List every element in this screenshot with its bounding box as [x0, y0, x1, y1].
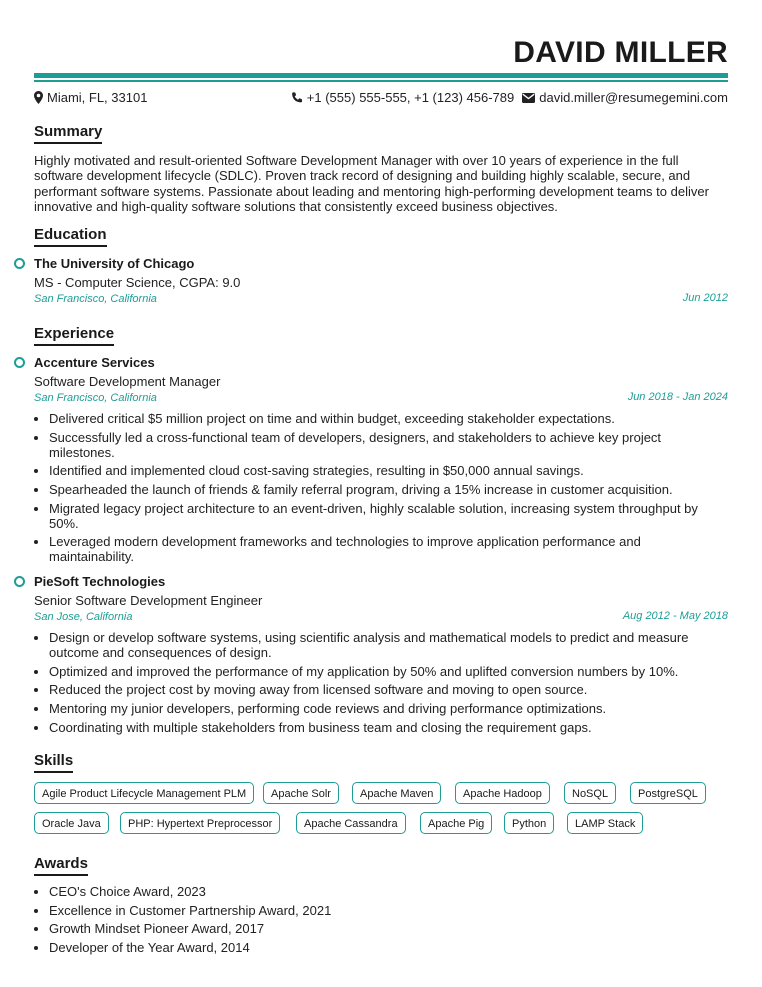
list-item: • Optimized and improved the performance of my application by 50% and uplifted conversion numbers by 10%. [49, 664, 709, 679]
list-item: • Coordinating with multiple stakeholders from business team and closing the requirement gaps. [49, 720, 709, 735]
header-divider-thick [34, 73, 728, 78]
awards-heading: Awards [34, 855, 88, 876]
email-link[interactable]: david.miller@resumegemini.com [539, 90, 728, 105]
awards-list [34, 884, 709, 959]
summary-text: Highly motivated and result-oriented Software Development Manager with over 10 years of experience in the full software development lifecycle (SDLC). Proven track record of designing and building highly scalable, secure, and performant software systems. Passionate about leading and mentoring high-performing development teams to deliver innovative and high-quality software solutions that consistently exceed business objectives. [34, 153, 709, 215]
list-item: • Design or develop software systems, using scientific analysis and mathematical models to predict and measure outcome and consequences of design. [49, 630, 709, 660]
experience-location: San Jose, California [34, 611, 133, 623]
skill-chip: NoSQL [564, 782, 616, 804]
education-date: Jun 2012 [682, 292, 728, 304]
list-item: • Leveraged modern development frameworks and technologies to improve application performance and maintainability. [49, 534, 709, 564]
experience-role: Software Development Manager [34, 374, 221, 389]
candidate-name: DAVID MILLER [513, 36, 728, 69]
list-item: • Mentoring my junior developers, performing code reviews and driving performance optimizations. [49, 701, 709, 716]
phone-icon [291, 92, 303, 104]
list-item: • Successfully led a cross-functional team of developers, designers, and stakeholders to achieve key project milestones. [49, 430, 709, 460]
envelope-icon [522, 93, 535, 103]
list-item: • Migrated legacy project architecture to an event-driven, highly scalable solution, increasing system throughput by 50%. [49, 501, 709, 531]
experience-heading: Experience [34, 325, 114, 346]
list-item: • Identified and implemented cloud cost-saving strategies, resulting in $50,000 annual savings. [49, 463, 709, 478]
header-divider-thin [34, 80, 728, 82]
list-item: • Excellence in Customer Partnership Award, 2021 [49, 903, 709, 918]
experience-company: Accenture Services [34, 355, 155, 370]
experience-location: San Francisco, California [34, 392, 157, 404]
skill-chip: PostgreSQL [630, 782, 706, 804]
contact-right [291, 90, 728, 105]
list-item: • Spearheaded the launch of friends & family referral program, driving a 15% increase in customer acquisition. [49, 482, 709, 497]
experience-bullets [34, 630, 709, 738]
skill-chip: Oracle Java [34, 812, 109, 834]
contact-bar [34, 90, 728, 108]
timeline-dot [14, 576, 25, 587]
map-marker-icon [34, 91, 43, 104]
education-location: San Francisco, California [34, 293, 157, 305]
experience-bullets [34, 411, 709, 568]
skills-heading: Skills [34, 752, 73, 773]
list-item: • Growth Mindset Pioneer Award, 2017 [49, 921, 709, 936]
skill-chip: LAMP Stack [567, 812, 643, 834]
education-degree: MS - Computer Science, CGPA: 9.0 [34, 275, 241, 290]
experience-date: Jun 2018 - Jan 2024 [627, 391, 728, 403]
education-school: The University of Chicago [34, 256, 195, 271]
experience-date: Aug 2012 - May 2018 [622, 610, 728, 622]
summary-heading: Summary [34, 123, 102, 144]
skill-chip: Apache Maven [352, 782, 441, 804]
timeline-dot [14, 357, 25, 368]
list-item: • Developer of the Year Award, 2014 [49, 940, 709, 955]
experience-role: Senior Software Development Engineer [34, 593, 263, 608]
list-item: • Reduced the project cost by moving away from licensed software and moving to open source. [49, 682, 709, 697]
skill-chip: Apache Cassandra [296, 812, 406, 834]
skill-chip: PHP: Hypertext Preprocessor [120, 812, 280, 834]
phone-text: +1 (555) 555-555, +1 (123) 456-789 [306, 90, 515, 105]
skill-chip: Apache Pig [420, 812, 492, 834]
contact-location [34, 90, 147, 105]
experience-company: PieSoft Technologies [34, 574, 166, 589]
education-heading: Education [34, 226, 107, 247]
timeline-dot [14, 258, 25, 269]
skill-chip: Apache Hadoop [455, 782, 550, 804]
skill-chip: Apache Solr [263, 782, 339, 804]
skill-chip: Python [504, 812, 554, 834]
skill-chip: Agile Product Lifecycle Management PLM [34, 782, 254, 804]
list-item: • CEO's Choice Award, 2023 [49, 884, 709, 899]
location-text: Miami, FL, 33101 [47, 90, 148, 105]
list-item: • Delivered critical $5 million project on time and within budget, exceeding stakeholder expectations. [49, 411, 709, 426]
